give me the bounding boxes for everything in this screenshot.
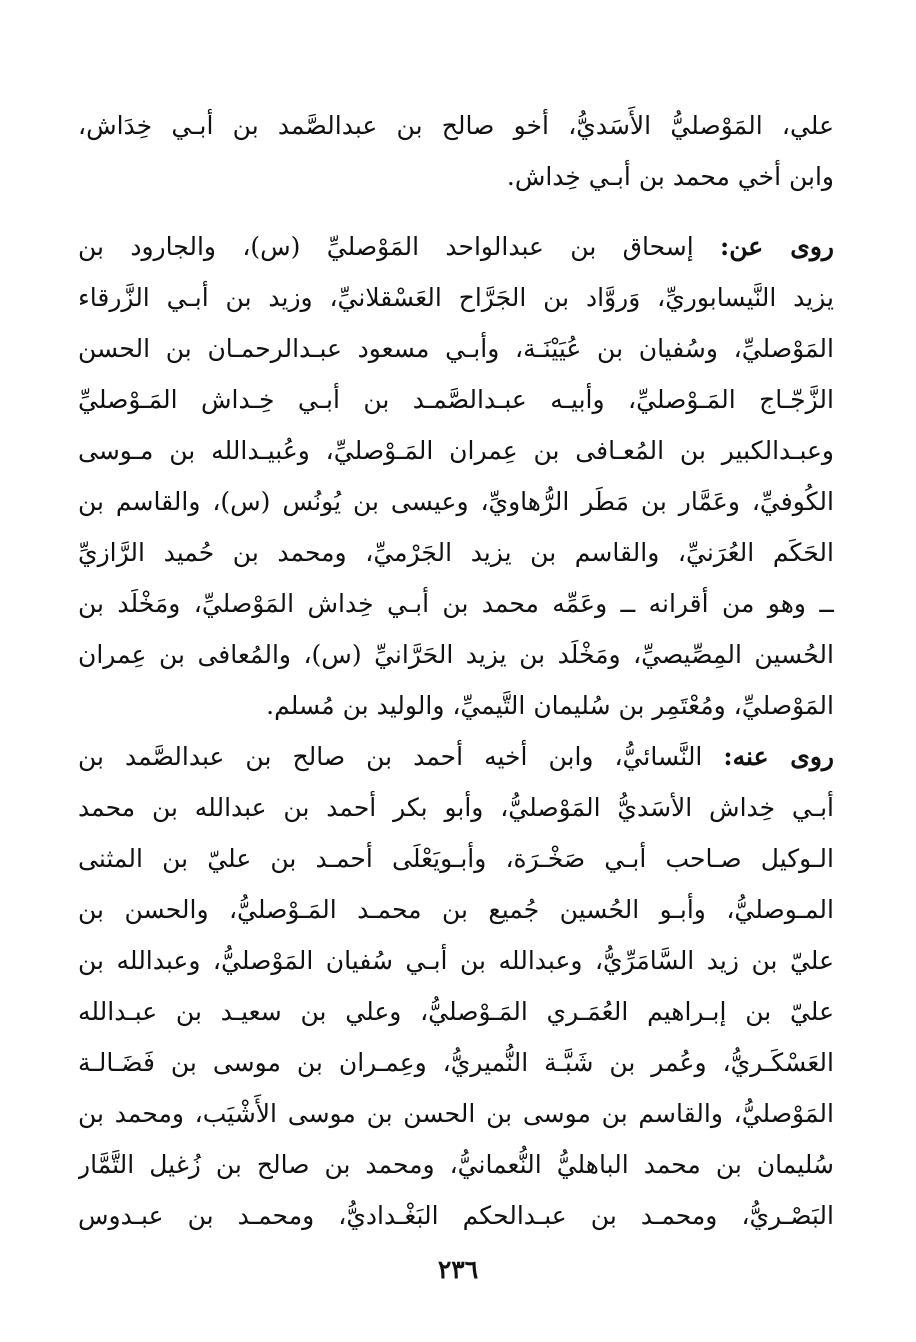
text-line: يزيد النَّيسابوريِّ، وَروَّاد بن الجَرَّاح العَسْقلانيِّ، وزيد بن أبـي الزَّرقاء [78,283,834,312]
text-line-content: إسحاق بن عبدالواحد المَوْصليِّ (س)، والجارود بن [78,232,694,261]
text-line: المـوصليُّ، وأبـو الحُسين جُميع بن محمـد المَـوْصليُّ، والحسن بن [78,895,834,924]
text-line [78,221,834,272]
text-line: عليّ بن زيد السَّامَرِّيُّ، وعبدالله بن أبـي سُفيان المَوْصليُّ، وعبدالله بن [78,946,834,975]
text-line: الـوكيل صـاحب أبـي صَخْـرَة، وأبـويَعْلَى أحمـد بن عليّ بن المثنى [78,844,834,873]
text-line-content: النَّسائيُّ، وابن أخيه أحمد بن صالح بن عبدالصَّمد بن [78,742,703,771]
narrated-from-paragraph [78,221,834,731]
page-number: ٢٣٦ [437,1255,479,1284]
text-line: عليّ بن إبـراهيم العُمَـري المَـوْصليُّ، وعلي بن سعيـد بن عبـدالله [78,997,834,1026]
text-line: العَسْكَـريُّ، وعُمر بن شَبَّـة النُّميريُّ، وعِمـران بن موسى بن فَضَـالـة [78,1048,834,1077]
text-line: وابن أخي محمد بن أبـي خِداش. [506,162,834,191]
narrated-by-paragraph [78,731,834,1241]
section-label: روى عنه: [723,742,834,771]
text-line: المَوْصليِّ، ومُعْتَمِر بن سُليمان التَّيميِّ، والوليد بن مُسلم. [266,691,834,720]
text-line: الحَكَم العُرَنيِّ، والقاسم بن يزيد الجَرْميِّ، ومحمد بن حُميد الرَّازيِّ [78,538,834,567]
text-line: المَوْصليِّ، وسُفيان بن عُيَيْنَـة، وأبـي مسعود عبـدالرحمـان بن الحسن [78,334,834,363]
text-line: ــ وهو من أقرانه ــ وعَمِّه محمد بن أبـي خِداش المَوْصليِّ، ومَخْلَد بن [78,589,834,618]
text-line: أبـي خِداش الأسَديُّ المَوْصليُّ، وأبو بكر أحمد بن عبدالله بن محمد [78,793,834,822]
text-line: المَوْصليُّ، والقاسم بن موسى بن الحسن بن موسى الأَشْيَب، ومحمد بن [78,1099,834,1128]
text-line: الحُسين المِصِّيصيِّ، ومَخْلَد بن يزيد الحَرَّانيِّ (س)، والمُعافى بن عِمران [78,640,834,669]
text-line: الكُوفيِّ، وعَمَّار بن مَطَر الرُّهاويِّ، وعيسى بن يُونُس (س)، والقاسم بن [78,487,834,516]
text-line: الزَّجّـاج المَـوْصليِّ، وأبيـه عبـدالصَّمـد بن أبـي خِـداش المَـوْصليِّ [78,385,834,414]
intro-paragraph [78,100,834,202]
text-line [78,731,834,782]
text-line: علي، المَوْصليُّ الأَسَديُّ، أخو صالح بن عبدالصَّمد بن أبـي خِدَاش، [78,111,834,140]
text-line: سُليمان بن محمد الباهليُّ النُّعمانيُّ، ومحمد بن صالح بن زُغيل التَّمَّار [78,1150,834,1179]
section-label: روى عن: [720,232,834,261]
text-line: البَصْـريُّ، ومحمـد بن عبـدالحكم البَغْـداديُّ، ومحمـد بن عبـدوس [78,1201,834,1230]
text-line: وعبـدالكبير بن المُعـافى بن عِمران المَـوْصليِّ، وعُبيـدالله بن مـوسى [78,436,834,465]
